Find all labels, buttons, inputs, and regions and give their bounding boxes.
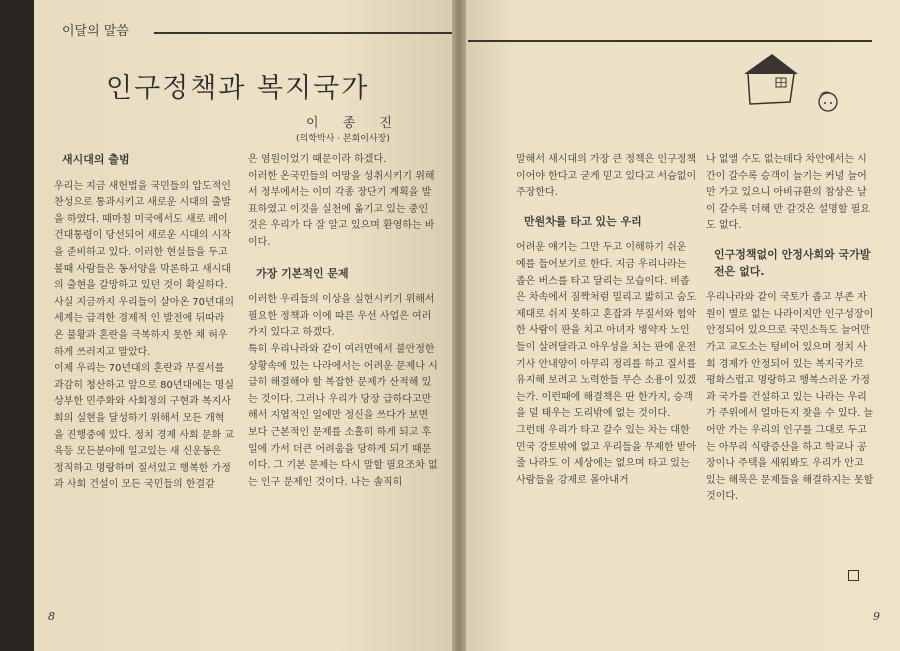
paragraph: 어려운 얘기는 그만 두고 이해하기 쉬운 예를 들어보기로 한다. 지금 우리나라는 좁은 버스를 타고 달리는 모습이다. 비좁은 차속에서 짐짝처럼 밀리고 밟히고 숨도 제대로 쉬지 못하고 혼잡과 무질서와 험악한 사람이 판을 치고 아녀자 병약자 노인들이 살려달라고 아우성을 치는 판에 운전기사 안내양이 아무리 정리를 하고 질서를 유지해 보려고 노력한들 무슨 소용이 있겠는가. 이런때에 해결책은 딴 한가지, 승객을 덜 태우는 도리밖에 없는 것이다.	[516, 242, 697, 420]
end-mark-icon	[848, 570, 859, 581]
section-heading: 인구정책없이 안정사회와 국가발전은 없다.	[714, 247, 871, 278]
section-heading: 새시대의 출범	[62, 153, 130, 166]
article-title: 인구정책과 복지국가	[106, 73, 370, 104]
right-column-1	[516, 152, 698, 489]
page-number-right: 9	[873, 610, 880, 623]
paragraph: 그런데 우리가 타고 갈수 있는 차는 대한민국 강토밖에 없고 우리들을 무제한 받아줄 나라도 이 세상에는 없으며 타고 있는 사람들을 강제로 몰아내거	[516, 424, 697, 486]
house-and-child-illustration	[732, 48, 872, 118]
paragraph: 은 염원이었기 때문이라 하겠다.	[248, 154, 387, 165]
paragraph: 나 없앨 수도 없는데다 차안에서는 시간이 갈수록 승객이 늘기는 커녕 늘어만 가고 있으니 아비규환의 참상은 날이 갈수록 더해 만 갈것은 설명할 필요도 없다.	[706, 154, 870, 232]
paragraph: 특히 우리나라와 같이 여러면에서 불안정한 상황속에 있는 나라에서는 어려운 문제나 시급히 해결해야 할 복잡한 문제가 산적해 있는 것이다. 그러나 우리가 당장 급하다고만 해서 지엽적인 일에만 정신을 쓰다가 보면 보다 근본적인 문제를 소홀히 하게 되고 후일에 가서 더큰 어려움을 당하게 되기 때문이다. 그 기본 문제는 다시 말할 필요조차 없는 인구 문제인 것이다. 나는 솔직히	[248, 343, 438, 488]
right-column-2	[706, 152, 876, 506]
running-title: 이달의 말씀	[62, 24, 129, 39]
paragraph: 이러한 우리들의 이상을 실현시키기 위해서 필요한 정책과 이에 따른 우선 사업은 여러가지 있다고 하겠다.	[248, 294, 435, 339]
page-number-left: 8	[48, 610, 55, 623]
left-column-2	[248, 152, 438, 491]
header-rule	[154, 32, 458, 34]
right-page	[462, 0, 900, 651]
book-gutter	[452, 0, 466, 651]
section-heading: 만원차를 타고 있는 우리	[524, 214, 642, 228]
author-affiliation: (의학박사 · 본회이사장)	[296, 134, 390, 144]
left-column-1	[54, 148, 234, 494]
section-heading: 가장 기본적인 문제	[256, 266, 349, 280]
paragraph: 이러한 온국민들의 여망을 성취시키기 위해서 정부에서는 이미 각종 장단기 계획을 발표하였고 이것을 실천에 옮기고 있는 중인 것은 우리가 다 잘 알고 있으며 환영하는 바이다.	[248, 170, 435, 248]
paragraph: 우리는 지금 새헌법을 국민들의 압도적인 찬성으로 통과시키고 새로운 시대의 출발을 하였다. 때마침 미국에서도 새로 레이건대통령이 당선되어 새로운 시대의 시작을 준비하고 있다. 이러한 현실들을 두고 볼때 사람들은 동서양을 막론하고 새시대의 출현을 갈망하고 있던 것이 확실하다. 사실 지금까지 우리들이 살아온 70년대의 세계는 급격한 경제적 인 발전에 뒤따라 온 불황과 혼란을 극복하지 못한 채 허우하게 쓰러지고 말았다.	[54, 180, 234, 358]
header-rule	[468, 40, 872, 42]
paragraph: 우리나라와 같이 국토가 좁고 부존 자원이 별로 없는 나라이지만 인구성장이 안정되어 있으므로 국민소득도 늘어만 가고 교도소는 텅비어 있으며 정치 사회 경제가 안정되어 있는 복지국가로 평화스럽고 명랑하고 행복스러운 가정과 국가를 건설하고 있는 나라는 우리가 주위에서 얼마든지 찾을 수 있다. 늘어만 가는 우리의 인구를 그대로 두고는 아무리 식량증산을 하고 학교나 공장이나 주택을 세워봐도 우리가 안고 있는 해묵은 문제들을 해결하지는 못할 것이다.	[706, 292, 874, 503]
left-page	[34, 0, 458, 651]
paragraph: 이제 우리는 70년대의 혼란과 무질서를 과감히 청산하고 앞으로 80년대에는 명실 상부한 민주화와 사회정의 구현과 복지사회의 실현을 달성하기 위해서 모든 개혁을 진행중에 있다. 정치 경제 사회 문화 교육등 모든분야에 일고있는 새 신운동은 정직하고 명랑하며 질서있고 행복한 가정과 사회 건설이 모든 국민들의 한결같	[54, 363, 234, 491]
paragraph: 말해서 새시대의 가장 큰 정책은 인구정책이어야 한다고 굳게 믿고 있다고 서슴없이 주장한다.	[516, 154, 697, 199]
article-author: 이 종 진	[306, 116, 402, 131]
